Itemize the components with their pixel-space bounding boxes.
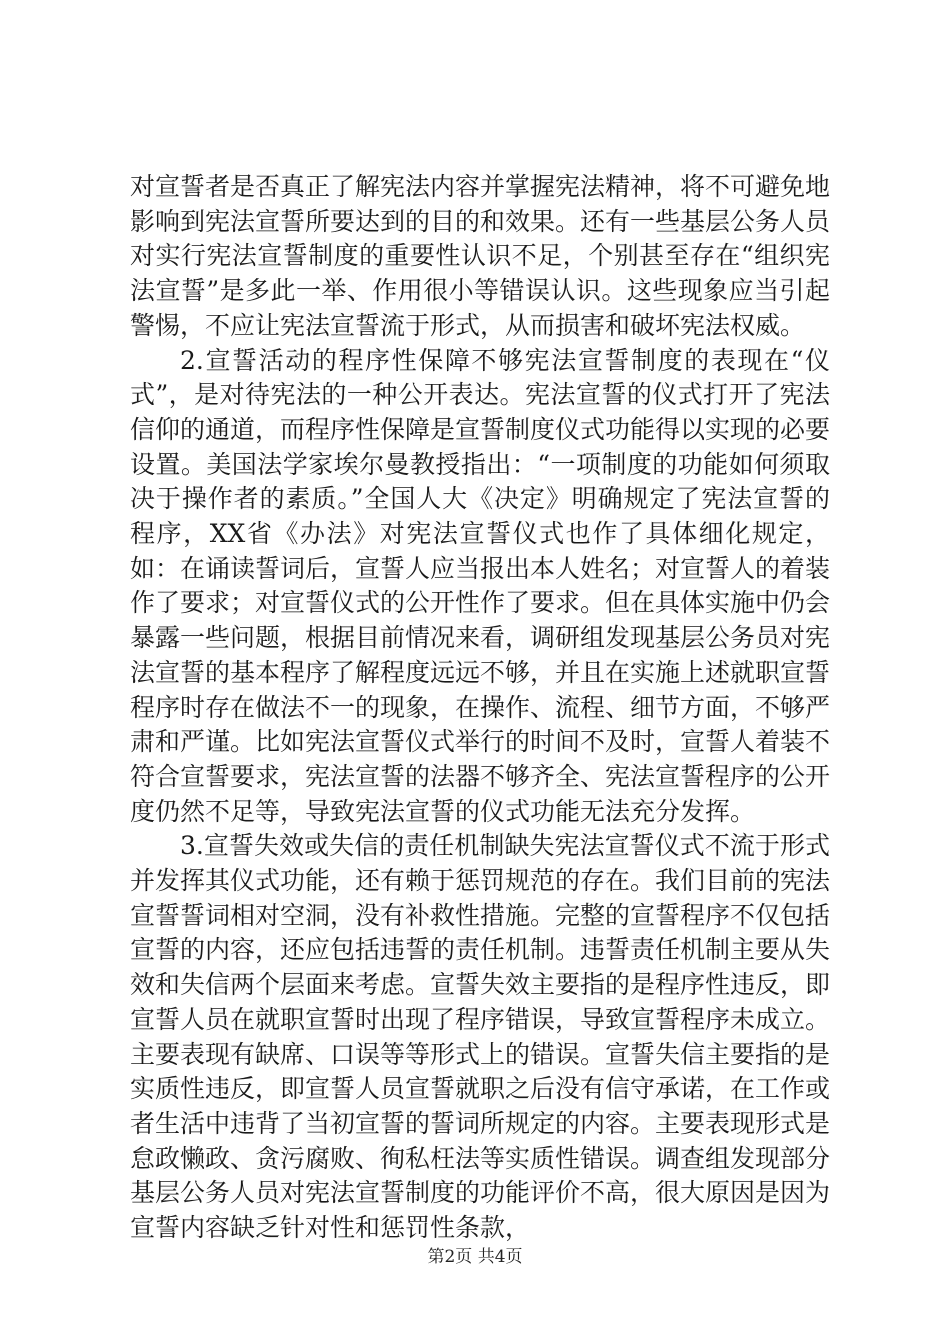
paragraph-continued: 对宣誓者是否真正了解宪法内容并掌握宪法精神，将不可避免地影响到宪法宣誓所要达到的目的和效果。还有一些基层公务人员对实行宪法宣誓制度的重要性认识不足，个别甚至存在“组织宪法宣誓”是多此一举、作用很小等错误认识。这些现象应当引起警惕，不应让宪法宣誓流于形式，从而损害和破坏宪法权威。 — [130, 172, 831, 340]
paragraph-section-2: 2.宣誓活动的程序性保障不够宪法宣誓制度的表现在“仪式”，是对待宪法的一种公开表达。宪法宣誓的仪式打开了宪法信仰的通道，而程序性保障是宣誓制度仪式功能得以实现的必要设置。美国法学家埃尔曼教授指出：“一项制度的功能如何须取决于操作者的素质。”全国人大《决定》明确规定了宪法宣誓的程序，XX省《办法》对宪法宣誓仪式也作了具体细化规定，如：在诵读誓词后，宣誓人应当报出本人姓名；对宣誓人的着装作了要求；对宣誓仪式的公开性作了要求。但在具体实施中仍会暴露一些问题，根据目前情况来看，调研组发现基层公务员对宪法宣誓的基本程序了解程度远远不够，并且在实施上述就职宣誓程序时存在做法不一的现象，在操作、流程、细节方面，不够严肃和严谨。比如宪法宣誓仪式举行的时间不及时，宣誓人着装不符合宣誓要求，宪法宣誓的法器不够齐全、宪法宣誓程序的公开度仍然不足等，导致宪法宣誓的仪式功能无法充分发挥。 — [130, 345, 831, 826]
page-number-footer: 第2页 共4页 — [427, 1247, 523, 1267]
paragraph-section-3: 3.宣誓失效或失信的责任机制缺失宪法宣誓仪式不流于形式并发挥其仪式功能，还有赖于惩罚规范的存在。我们目前的宪法宣誓誓词相对空洞，没有补救性措施。完整的宣誓程序不仅包括宣誓的内容，还应包括违誓的责任机制。违誓责任机制主要从失效和失信两个层面来考虑。宣誓失效主要指的是程序性违反，即宣誓人员在就职宣誓时出现了程序错误，导致宣誓程序未成立。主要表现有缺席、口误等等形式上的错误。宣誓失信主要指的是实质性违反，即宣誓人员宣誓就职之后没有信守承诺，在工作或者生活中违背了当初宣誓的誓词所规定的内容。主要表现形式是怠政懒政、贪污腐败、徇私枉法等实质性错误。调查组发现部分基层公务人员对宪法宣誓制度的功能评价不高，很大原因是因为宣誓内容缺乏针对性和惩罚性条款， — [130, 831, 831, 1243]
document-body — [130, 170, 830, 1246]
